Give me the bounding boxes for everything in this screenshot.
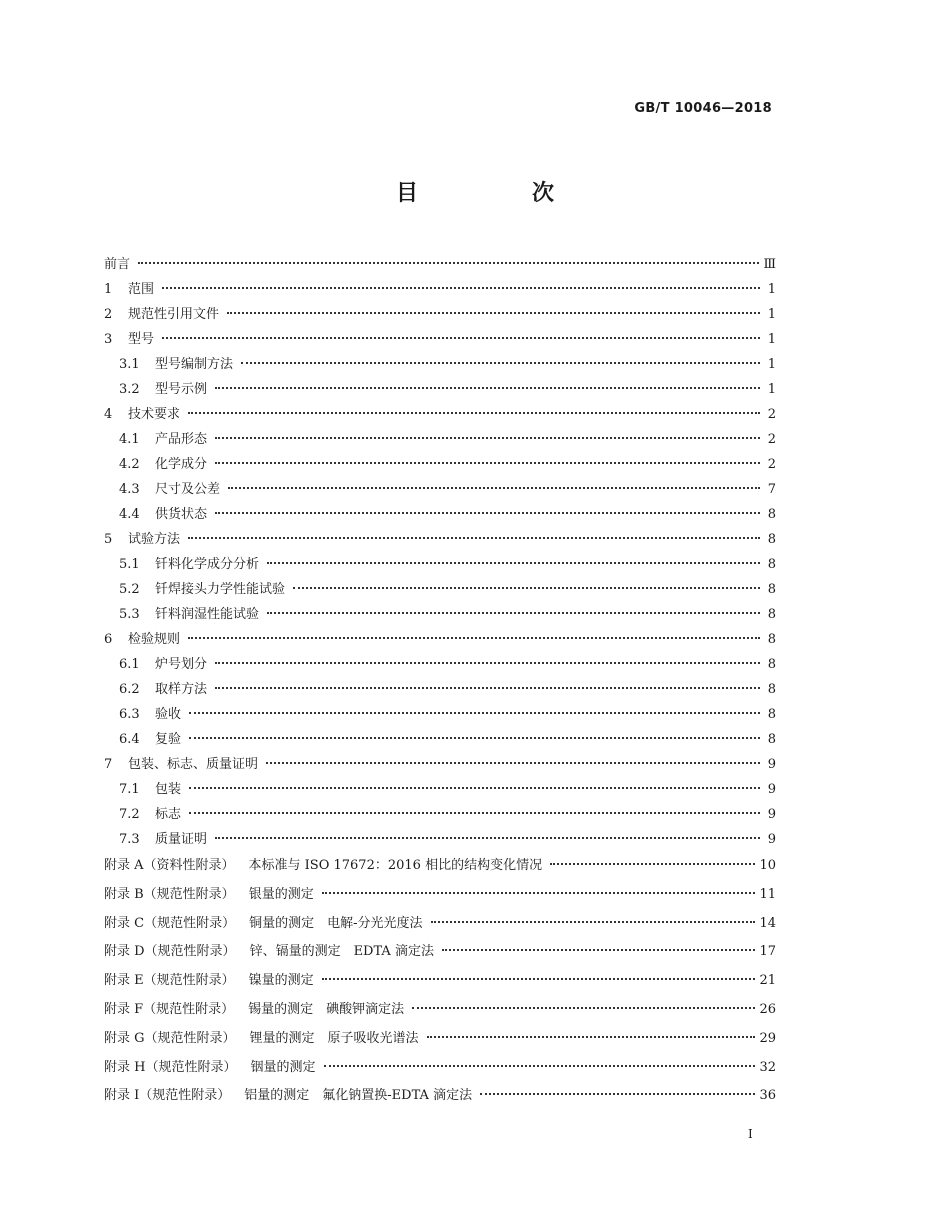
dot-leader: [138, 262, 759, 264]
dot-leader: [215, 837, 760, 839]
toc-entry-number: 3.2: [119, 382, 140, 397]
annex-page: 17: [759, 944, 776, 960]
annex-title: 银量的测定: [248, 886, 314, 902]
toc-entry-number: 1: [104, 282, 113, 297]
dot-leader: [215, 512, 760, 514]
dot-leader: [189, 737, 760, 739]
dot-leader: [431, 921, 756, 923]
annex-page: 21: [759, 973, 776, 989]
toc-annex-entry[interactable]: [104, 996, 776, 1025]
toc-entry-number: 5.3: [119, 607, 140, 622]
toc-annex-entry[interactable]: [104, 910, 776, 939]
toc-entry-page: 1: [767, 282, 776, 297]
toc-entry-page: 2: [767, 407, 776, 422]
dot-leader: [189, 787, 760, 789]
annex-title: 锂量的测定 原子吸收光谱法: [249, 1030, 419, 1046]
toc-entry-number: 4.3: [119, 482, 140, 497]
dot-leader: [215, 437, 760, 439]
toc-entries: [104, 252, 776, 852]
toc-entry[interactable]: [104, 277, 776, 302]
toc-entry[interactable]: [104, 452, 776, 477]
toc-entry-page: 1: [767, 307, 776, 322]
dot-leader: [267, 612, 760, 614]
toc-entry-number: 7.1: [119, 782, 140, 797]
toc-entry-number: 3.1: [119, 357, 140, 372]
annex-page: 26: [759, 1001, 776, 1017]
page-folio: I: [748, 1127, 753, 1141]
toc-entry-page: 9: [767, 757, 776, 772]
toc-entry-title: 规范性引用文件: [128, 307, 220, 322]
dot-leader: [188, 537, 760, 539]
toc-entry-page: 8: [767, 732, 776, 747]
toc-annex-entry[interactable]: [104, 1082, 776, 1111]
dot-leader: [215, 387, 760, 389]
toc-entry-title: 范围: [128, 282, 155, 297]
toc-entry-page: 1: [767, 382, 776, 397]
toc-entry[interactable]: [104, 527, 776, 552]
toc-entry-page: 9: [767, 807, 776, 822]
toc-entry-number: 4: [104, 407, 113, 422]
toc-entry-title: 产品形态: [155, 432, 208, 447]
annex-label: 附录 F（规范性附录）: [104, 1001, 235, 1017]
annex-page: 36: [759, 1088, 776, 1104]
page-title: 目 次: [395, 181, 600, 206]
dot-leader: [162, 337, 760, 339]
toc-entry-title: 取样方法: [155, 682, 208, 697]
annex-label: 附录 C（规范性附录）: [104, 915, 236, 931]
dot-leader: [324, 1065, 756, 1067]
toc-entry-page: 1: [767, 332, 776, 347]
toc-entry-number: 6.3: [119, 707, 140, 722]
standard-number: GB/T 10046—2018: [634, 101, 772, 116]
toc-annex-entry[interactable]: [104, 852, 776, 881]
toc-entry[interactable]: [104, 502, 776, 527]
toc-entry-page: 8: [767, 557, 776, 572]
toc-entry[interactable]: [104, 652, 776, 677]
toc-entry[interactable]: [104, 777, 776, 802]
toc-entry[interactable]: [104, 702, 776, 727]
annex-label: 附录 B（规范性附录）: [104, 886, 235, 902]
dot-leader: [188, 412, 760, 414]
toc-entry-title: 化学成分: [155, 457, 208, 472]
toc-entry[interactable]: [104, 327, 776, 352]
dot-leader: [550, 863, 755, 865]
toc-entry[interactable]: [104, 602, 776, 627]
toc-entry-number: 7.3: [119, 832, 140, 847]
toc-entry[interactable]: [104, 727, 776, 752]
toc-entry[interactable]: [104, 427, 776, 452]
toc-entry-title: 质量证明: [155, 832, 208, 847]
toc-entry[interactable]: [104, 302, 776, 327]
toc-entry-page: 8: [767, 532, 776, 547]
toc-entry-title: 钎焊接头力学性能试验: [155, 582, 286, 597]
dot-leader: [227, 312, 760, 314]
toc-entry-title: 前言: [104, 257, 131, 272]
toc-entry[interactable]: [104, 677, 776, 702]
dot-leader: [162, 287, 760, 289]
annex-page: 29: [759, 1030, 776, 1046]
annex-title: 锡量的测定 碘酸钾滴定法: [248, 1001, 405, 1017]
toc-entry-title: 试验方法: [128, 532, 181, 547]
dot-leader: [266, 762, 760, 764]
table-of-contents: [104, 252, 776, 1111]
toc-entry-title: 钎料润湿性能试验: [155, 607, 260, 622]
toc-entry-page: Ⅲ: [763, 257, 776, 272]
toc-entry-number: 7: [104, 757, 113, 772]
toc-entry[interactable]: [104, 377, 776, 402]
dot-leader: [322, 892, 756, 894]
toc-entry-page: 8: [767, 582, 776, 597]
dot-leader: [189, 712, 760, 714]
dot-leader: [267, 562, 760, 564]
toc-entry-title: 包装: [155, 782, 182, 797]
toc-entry-number: 6.4: [119, 732, 140, 747]
toc-entry-title: 钎料化学成分分析: [155, 557, 260, 572]
toc-entry-page: 2: [767, 432, 776, 447]
toc-entry-page: 8: [767, 657, 776, 672]
toc-annexes: [104, 852, 776, 1111]
toc-entry[interactable]: [104, 827, 776, 852]
annex-page: 32: [759, 1059, 776, 1075]
toc-annex-entry[interactable]: [104, 1025, 776, 1054]
toc-entry-title: 炉号划分: [155, 657, 208, 672]
annex-label: 附录 E（规范性附录）: [104, 973, 235, 989]
toc-entry-number: 6.1: [119, 657, 140, 672]
annex-label: 附录 G（规范性附录）: [104, 1030, 236, 1046]
toc-annex-entry[interactable]: [104, 881, 776, 910]
toc-entry-number: 4.4: [119, 507, 140, 522]
toc-entry[interactable]: [104, 352, 776, 377]
toc-entry-number: 4.1: [119, 432, 140, 447]
toc-entry-title: 供货状态: [155, 507, 208, 522]
toc-entry-number: 3: [104, 332, 113, 347]
annex-title: 铜量的测定 电解-分光光度法: [249, 915, 423, 931]
annex-label: 附录 A（资料性附录）: [104, 858, 235, 873]
toc-entry[interactable]: [104, 552, 776, 577]
toc-entry[interactable]: [104, 752, 776, 777]
toc-entry[interactable]: [104, 577, 776, 602]
toc-entry-number: 2: [104, 307, 113, 322]
annex-title: 铝量的测定 氟化钠置换-EDTA 滴定法: [244, 1088, 473, 1104]
toc-entry-page: 8: [767, 707, 776, 722]
dot-leader: [188, 637, 760, 639]
dot-leader: [228, 487, 760, 489]
toc-entry-page: 8: [767, 607, 776, 622]
toc-entry-title: 型号编制方法: [155, 357, 234, 372]
toc-entry-page: 1: [767, 357, 776, 372]
toc-entry-page: 9: [767, 832, 776, 847]
annex-label: 附录 D（规范性附录）: [104, 944, 236, 960]
toc-entry-title: 型号示例: [155, 382, 208, 397]
annex-title: 铟量的测定: [250, 1059, 316, 1075]
dot-leader: [480, 1093, 755, 1095]
toc-annex-entry[interactable]: [104, 1054, 776, 1083]
dot-leader: [189, 812, 760, 814]
annex-label: 附录 I（规范性附录）: [104, 1088, 231, 1104]
annex-title: 锌、镉量的测定 EDTA 滴定法: [249, 944, 434, 960]
dot-leader: [215, 662, 760, 664]
toc-entry-number: 5.1: [119, 557, 140, 572]
toc-entry-page: 7: [767, 482, 776, 497]
dot-leader: [427, 1036, 756, 1038]
annex-page: 10: [759, 858, 776, 873]
dot-leader: [215, 687, 760, 689]
toc-entry-title: 验收: [155, 707, 182, 722]
toc-entry[interactable]: [104, 477, 776, 502]
toc-entry-title: 技术要求: [128, 407, 181, 422]
toc-annex-entry[interactable]: [104, 938, 776, 967]
toc-entry[interactable]: [104, 627, 776, 652]
annex-title: 镍量的测定: [248, 973, 314, 989]
annex-label: 附录 H（规范性附录）: [104, 1059, 237, 1075]
toc-entry[interactable]: [104, 802, 776, 827]
toc-entry-title: 标志: [155, 807, 182, 822]
annex-page: 14: [759, 915, 776, 931]
annex-title: 本标准与 ISO 17672：2016 相比的结构变化情况: [248, 858, 543, 873]
toc-entry-page: 2: [767, 457, 776, 472]
toc-entry-number: 6.2: [119, 682, 140, 697]
toc-annex-entry[interactable]: [104, 967, 776, 996]
dot-leader: [215, 462, 760, 464]
toc-entry-number: 6: [104, 632, 113, 647]
toc-entry-title: 检验规则: [128, 632, 181, 647]
toc-entry-page: 8: [767, 507, 776, 522]
toc-entry-title: 型号: [128, 332, 155, 347]
annex-page: 11: [759, 886, 776, 902]
toc-entry-number: 7.2: [119, 807, 140, 822]
dot-leader: [322, 978, 756, 980]
toc-entry-page: 9: [767, 782, 776, 797]
toc-entry-number: 5.2: [119, 582, 140, 597]
dot-leader: [293, 587, 760, 589]
toc-entry-page: 8: [767, 632, 776, 647]
toc-entry-number: 5: [104, 532, 113, 547]
toc-entry-page: 8: [767, 682, 776, 697]
toc-entry-title: 包装、标志、质量证明: [128, 757, 259, 772]
toc-entry-title: 尺寸及公差: [155, 482, 221, 497]
dot-leader: [241, 362, 760, 364]
dot-leader: [412, 1007, 755, 1009]
toc-entry[interactable]: [104, 402, 776, 427]
dot-leader: [442, 949, 755, 951]
toc-entry-title: 复验: [155, 732, 182, 747]
toc-entry[interactable]: [104, 252, 776, 277]
toc-entry-number: 4.2: [119, 457, 140, 472]
